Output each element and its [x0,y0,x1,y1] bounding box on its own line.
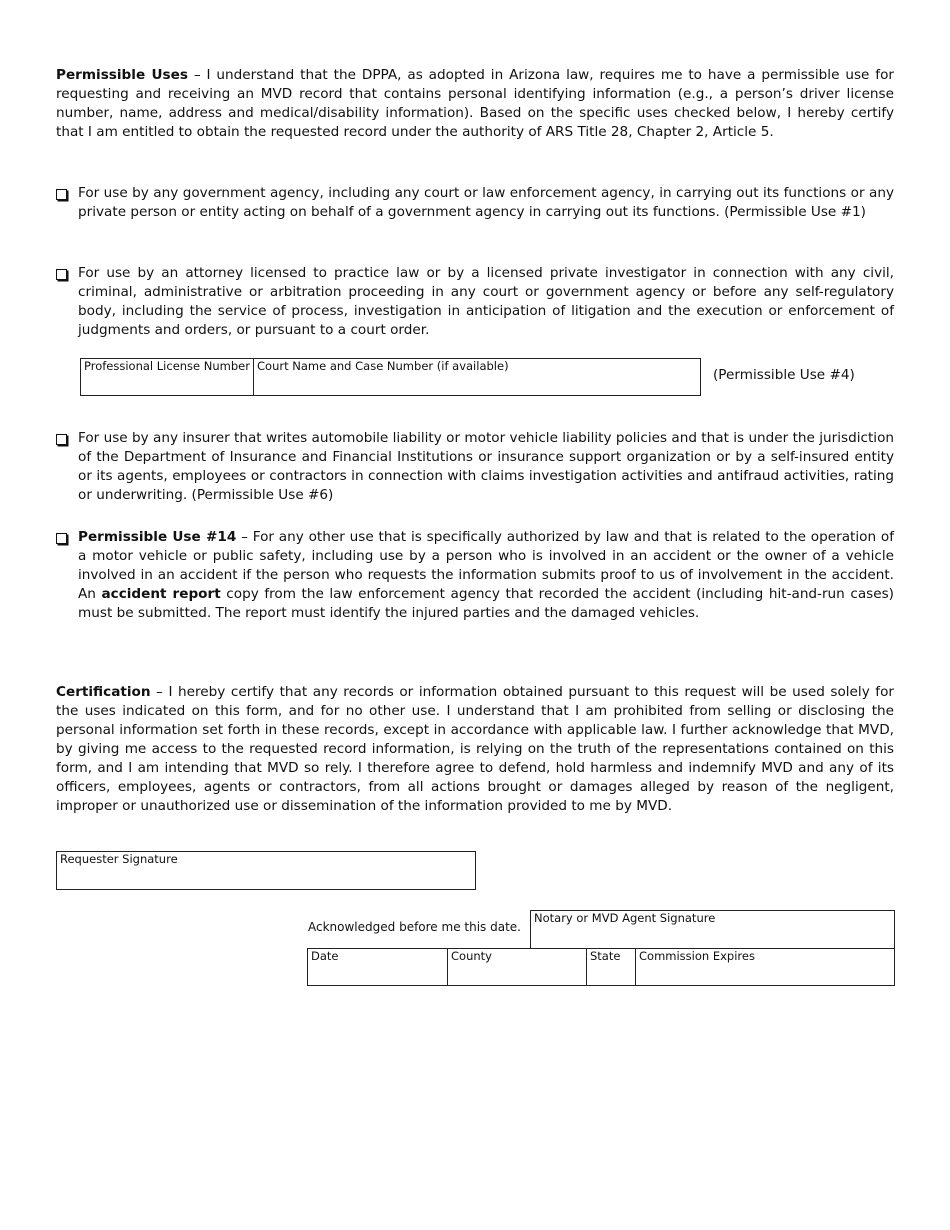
requester-signature-label: Requester Signature [60,852,178,866]
county-field[interactable] [448,947,586,984]
use6-text: For use by any insurer that writes automobile liability or motor vehicle liability policies and that is under the jurisdiction of the Department of Insurance and Financial Institutions or insurance support organization or by a self-insured entity or its agents, employees or contractors in connection with claims investigation activities and antifraud activities, rating or underwriting. (Permissible Use #6) [78,430,894,503]
permissible-uses-paragraph [56,66,894,142]
use4-side-label: (Permissible Use #4) [713,367,855,383]
certification-heading: Certification [56,684,151,700]
certification-text: – I hereby certify that any records or information obtained pursuant to this request will be used solely for the uses indicated on this form, and for no other use. I understand that I am prohibited from selling or disclosing the personal information set forth in these records, except in accordance with applicable law. I further acknowledge that MVD, by giving me access to the requested record information, is relying on the truth of the representations contained on this form, and I am intending that MVD so rely. I therefore agree to defend, hold harmless and indemnify MVD and any of its officers, employees, agents or contractors, from all actions brought or damages alleged by reason of the negligent, improper or unauthorized use or dissemination of the information provided to me by MVD. [56,684,894,814]
notary-signature-label: Notary or MVD Agent Signature [534,911,716,925]
state-field[interactable] [587,947,635,984]
use14-bold-phrase: accident report [101,586,221,602]
use14-text [78,528,894,623]
professional-license-number-label: Professional License Number [84,359,250,373]
use1-text: For use by any government agency, including any court or law enforcement agency, in carrying out its functions or any private person or entity acting on behalf of a government agency in carrying out its functions. (Permissible Use #1) [78,185,894,220]
use14-text-before: – For any other use that is specifically authorized by law and that is related to the operation of a motor vehicle or public safety, including use by a person who is involved in an accident or the owner of a vehicle involved in an accident if the person who requests the information submits proof to us of involvement in the accident. An [78,529,894,602]
use6-checkbox[interactable] [56,434,67,445]
use14-checkbox[interactable] [56,533,67,544]
use1-checkbox[interactable] [56,189,67,200]
professional-license-number-field[interactable] [81,357,253,394]
certification-paragraph [56,683,894,816]
commission-expires-field[interactable] [636,947,894,984]
county-label: County [451,949,492,963]
permissible-uses-text: – I understand that the DPPA, as adopted in Arizona law, requires me to have a permissible use for requesting and receiving an MVD record that contains personal identifying information (e.g., a person’s driver license number, name, address and medical/disability information). Based on the specific uses checked below, I hereby certify that I am entitled to obtain the requested record under the authority of ARS Title 28, Chapter 2, Article 5. [56,67,894,140]
court-name-case-number-field[interactable] [254,357,700,394]
commission-expires-label: Commission Expires [639,949,755,963]
use4-checkbox[interactable] [56,269,67,280]
state-label: State [590,949,621,963]
date-field[interactable] [308,947,447,984]
date-label: Date [311,949,339,963]
use14-text-after: copy from the law enforcement agency that recorded the accident (including hit-and-run cases) must be submitted. The report must identify the injured parties and the damaged vehicles. [78,586,894,621]
acknowledged-text: Acknowledged before me this date. [308,920,521,934]
use4-text: For use by an attorney licensed to practice law or by a licensed private investigator in connection with any civil, criminal, administrative or arbitration proceeding in any court or government agency or before any self-regulatory body, including the service of process, investigation in anticipation of litigation and the execution or enforcement of judgments and orders, or pursuant to a court order. [78,265,894,338]
permissible-uses-heading: Permissible Uses [56,67,188,83]
use14-heading: Permissible Use #14 [78,529,237,545]
court-name-case-number-label: Court Name and Case Number (if available) [257,359,509,373]
